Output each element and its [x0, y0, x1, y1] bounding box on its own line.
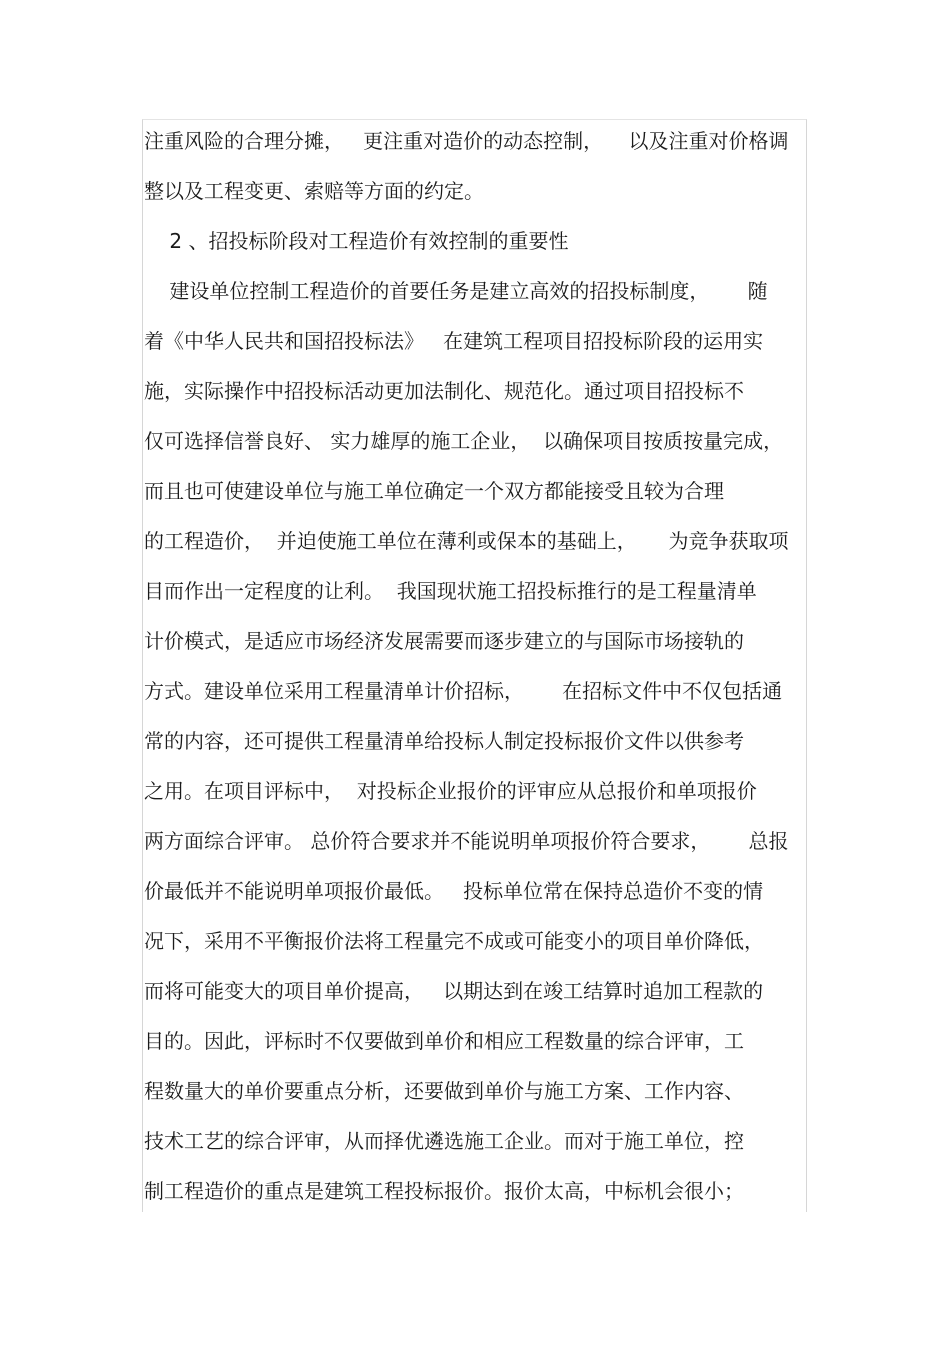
text-line: 程数量大的单价要重点分析，还要做到单价与施工方案、工作内容、 — [144, 1079, 744, 1103]
text-line: 整以及工程变更、索赔等方面的约定。 — [144, 179, 484, 203]
text-line: 之用。在项目评标中， 对投标企业报价的评审应从总报价和单项报价 — [144, 779, 757, 803]
text-line: 常的内容，还可提供工程量清单给投标人制定投标报价文件以供参考 — [144, 729, 744, 753]
text-line: 制工程造价的重点是建筑工程投标报价。报价太高，中标机会很小； — [144, 1179, 744, 1203]
text-line: 目而作出一定程度的让利。 我国现状施工招投标推行的是工程量清单 — [144, 579, 757, 603]
text-line: 注重风险的合理分摊， 更注重对造价的动态控制， 以及注重对价格调 — [144, 129, 789, 153]
text-line: 价最低并不能说明单项报价最低。 投标单位常在保持总造价不变的情 — [144, 879, 764, 903]
text-line: 况下，采用不平衡报价法将工程量完不成或可能变小的项目单价降低， — [144, 929, 764, 953]
text-line: 计价模式，是适应市场经济发展需要而逐步建立的与国际市场接轨的 — [144, 629, 744, 653]
text-line: 技术工艺的综合评审，从而择优遴选施工企业。而对于施工单位，控 — [144, 1129, 744, 1153]
text-line: 着《中华人民共和国招投标法》 在建筑工程项目招投标阶段的运用实 — [144, 329, 764, 353]
text-line: 而将可能变大的项目单价提高， 以期达到在竣工结算时追加工程款的 — [144, 979, 764, 1003]
section-heading: 2 、招投标阶段对工程造价有效控制的重要性 — [144, 229, 569, 253]
text-line: 施，实际操作中招投标活动更加法制化、规范化。通过项目招投标不 — [144, 379, 744, 403]
text-line: 仅可选择信誉良好、 实力雄厚的施工企业， 以确保项目按质按量完成， — [144, 429, 784, 453]
text-line: 目的。因此，评标时不仅要做到单价和相应工程数量的综合评审，工 — [144, 1029, 744, 1053]
text-line: 建设单位控制工程造价的首要任务是建立高效的招投标制度， 随 — [144, 279, 768, 303]
text-line: 两方面综合评审。 总价符合要求并不能说明单项报价符合要求， 总报 — [144, 829, 789, 853]
text-line: 而且也可使建设单位与施工单位确定一个双方都能接受且较为合理 — [144, 479, 724, 503]
text-line: 的工程造价， 并迫使施工单位在薄利或保本的基础上， 为竞争获取项 — [144, 529, 789, 553]
text-line: 方式。建设单位采用工程量清单计价招标， 在招标文件中不仅包括通 — [144, 679, 783, 703]
